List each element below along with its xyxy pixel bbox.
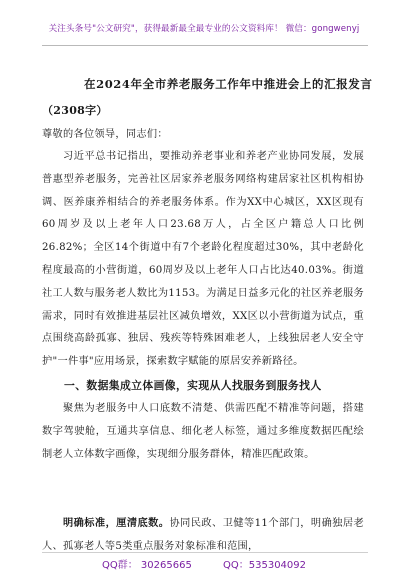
section-heading-1: 一、数据集成立体画像，实现从人找服务到服务找人 xyxy=(64,379,322,392)
paragraph-3-text: 协同民政、卫健等11个部门，明确独居老人、孤寡老人等5类重点服务对象标准和范围， xyxy=(42,518,365,552)
greeting xyxy=(42,100,364,147)
greeting-text: 尊敬的各位领导，同志们： xyxy=(42,128,168,140)
title-word-count: （2308字） xyxy=(42,104,108,117)
footer-qq-number: QQ：535304092 xyxy=(223,560,307,571)
page-footer xyxy=(0,556,408,571)
header-divider xyxy=(42,45,368,46)
page-header-promo: 关注头条号"公文研究"，获得最新最全最专业的公文资料库！ 微信：gongwenyj xyxy=(48,24,360,34)
paragraph-1: 习近平总书记指出，要推动养老事业和养老产业协同发展，发展普惠型养老服务，完善社区居家养老服务网络构建居家社区机构相协调、医养康养相结合的养老服务体系。作为XX中心城区，XX区现有60周岁及以上老年人口23.68万人，占全区户籍总人口比例26.82%；全区14个街道中有7个老龄化程度超过30%，其中老龄化程度最高的小营街道，60周岁及以上老年人口占比达40.03%。街道社工人数与服务老人数比为1153。为满足日益多元化的社区养老服务需求，同时有效推进基层社区减负增效，XX区以小营街道为试点，重点围绕高龄孤寡、独居、残疾等特殊困难老人，上线独居老人安全守护"一件事"应用场景，探索数字赋能的原居安养新路径。 xyxy=(42,151,364,368)
footer-divider xyxy=(42,552,368,553)
paragraph-3-lead: 明确标准，厘清底数。 xyxy=(63,517,170,529)
paragraph-2: 聚焦为老服务中人口底数不清楚、供需匹配不精准等问题，搭建数字驾驶舱，互通共享信息、细化老人标签，通过多维度数据匹配绘制老人立体数字画像，实现细分服务群体，精准匹配政策。 xyxy=(42,403,364,460)
footer-qq-group: QQ群： 30265665 xyxy=(101,560,192,571)
document-title: 在2024年全市养老服务工作年中推进会上的汇报发言 xyxy=(84,77,373,91)
